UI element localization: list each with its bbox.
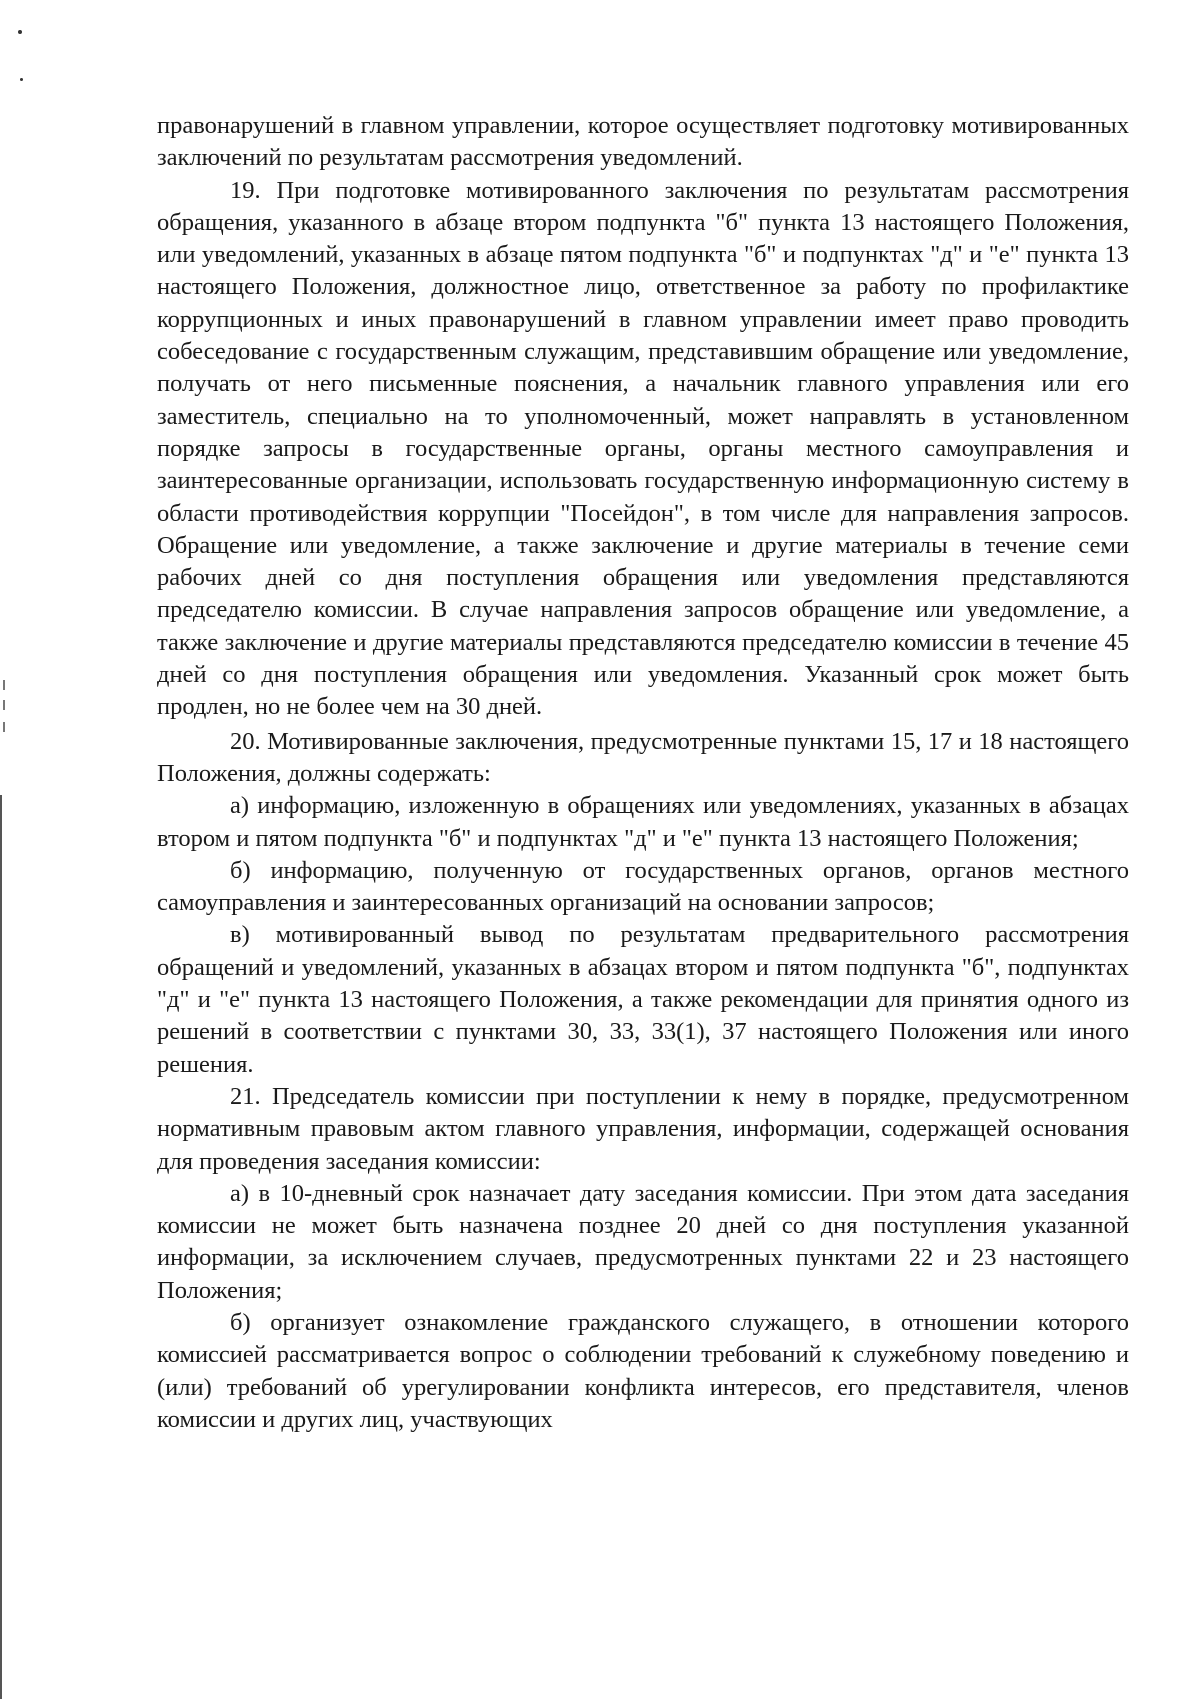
paragraph-item-20-c: в) мотивированный вывод по результатам предварительного рассмотрения обращений и уведомлений, указанных в абзацах втором и пятом подпункта "б", подпунктах "д" и "е" пункта 13 настоящего Положения, а также рекомендации для принятия одного из решений в соответствии с пунктами 30, 33, 33(1), 37 настоящего Положения или иного решения. [157, 921, 1129, 1078]
document-body [157, 110, 1129, 1436]
paragraph-item-21: 21. Председатель комиссии при поступлении к нему в порядке, предусмотренном нормативным правовым актом главного управления, информации, содержащей основания для проведения заседания комиссии: [157, 1082, 1129, 1175]
paragraph-item-20-a: а) информацию, изложенную в обращениях или уведомлениях, указанных в абзацах втором и пятом подпункта "б" и подпунктах "д" и "е" пункта 13 настоящего Положения; [157, 792, 1129, 852]
scan-margin-mark [3, 680, 5, 690]
scan-margin-mark [3, 722, 5, 732]
scan-margin-mark [3, 700, 5, 710]
scan-edge-line [0, 795, 2, 1699]
scan-speck [20, 78, 23, 81]
paragraph-item-21-a: а) в 10-дневный срок назначает дату заседания комиссии. При этом дата заседания комиссии не может быть назначена позднее 20 дней со дня поступления указанной информации, за исключением случаев, предусмотренных пунктами 22 и 23 настоящего Положения; [157, 1179, 1129, 1304]
paragraph-item-21-b: б) организует ознакомление гражданского служащего, в отношении которого комиссией рассматривается вопрос о соблюдении требований к служебному поведению и (или) требований об урегулировании конфликта интересов, его представителя, членов комиссии и других лиц, участвующих [157, 1308, 1129, 1433]
paragraph-continuation: правонарушений в главном управлении, которое осуществляет подготовку мотивированных заключений по результатам рассмотрения уведомлений. [157, 112, 1129, 172]
scan-speck [18, 30, 22, 34]
paragraph-item-19: 19. При подготовке мотивированного заключения по результатам рассмотрения обращения, указанного в абзаце втором подпункта "б" пункта 13 настоящего Положения, или уведомлений, указанных в абзаце пятом подпункта "б" и подпунктах "д" и "е" пункта 13 настоящего Положения, должностное лицо, ответственное за работу по профилактике коррупционных и иных правонарушений в главном управлении имеет право проводить собеседование с государственным служащим, представившим обращение или уведомление, получать от него письменные пояснения, а начальник главного управления или его заместитель, специально на то уполномоченный, может направлять в установленном порядке запросы в государственные органы, органы местного самоуправления и заинтересованные организации, использовать государственную информационную систему в области противодействия коррупции "Посейдон", в том числе для направления запросов. Обращение или уведомление, а также заключение и другие материалы в течение семи рабочих дней со дня поступления обращения или уведомления представляются председателю комиссии. В случае направления запросов обращение или уведомление, а также заключение и другие материалы представляются председателю комиссии в течение 45 дней со дня поступления обращения или уведомления. Указанный срок может быть продлен, но не более чем на 30 дней. [157, 176, 1129, 721]
paragraph-item-20-b: б) информацию, полученную от государственных органов, органов местного самоуправления и заинтересованных организаций на основании запросов; [157, 856, 1129, 917]
paragraph-item-20: 20. Мотивированные заключения, предусмотренные пунктами 15, 17 и 18 настоящего Положения, должны содержать: [157, 727, 1129, 787]
